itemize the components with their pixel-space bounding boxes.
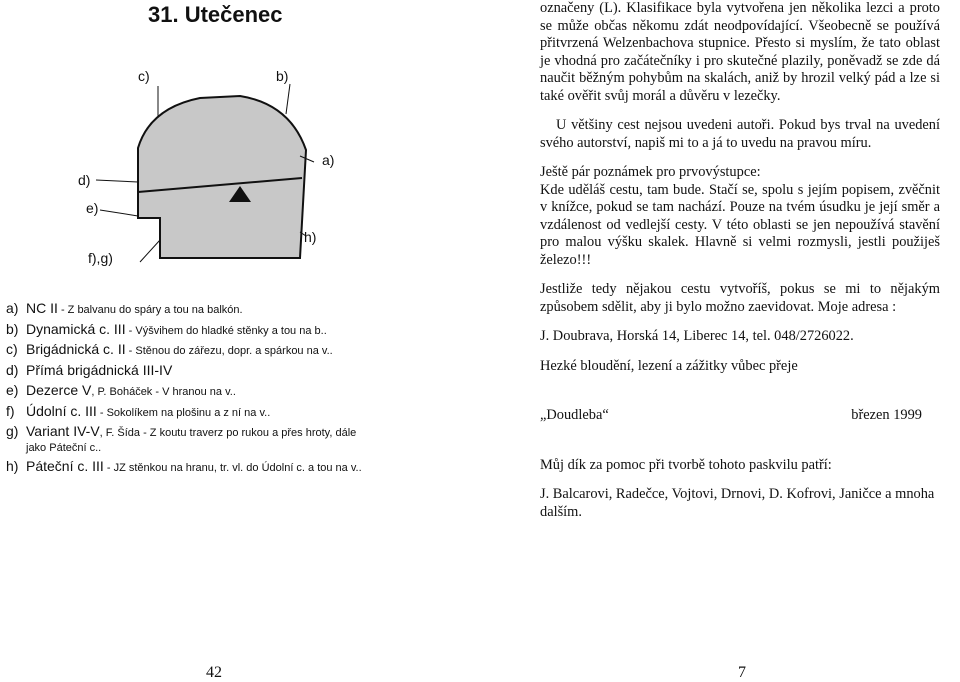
route-desc-continuation: jako Páteční c.. [26,441,102,454]
thanks-names: J. Balcarovi, Radečce, Vojtovi, Drnovi, D. Kofrovi, Janičce a mnoha dalším. [540,486,935,520]
topo-label-c: c) [138,68,150,84]
main-text [540,0,940,529]
route-name: Dynamická c. III [26,320,126,337]
route-name: NC II [26,300,58,316]
right-page [480,0,960,682]
route-desc: - JZ stěnkou na hranu, tr. vl. do Údolní c. a tou na v.. [103,461,362,474]
route-desc: - Výšvihem do hladké stěnky a tou na b.. [125,324,327,337]
paragraph-notes: Kde uděláš cestu, tam bude. Stačí se, spolu s jejím popisem, zvěčnit v knížce, pokud se tam nachází. Pouze na tvém úsudku je její směr a vzdálenost od vedlejší cesty. V této oblasti se jen nepoužívá stavění pro malou výšku skalek. Hlavně si velmi rozmysli, jestli použiješ železo!!! [540,181,940,268]
route-line-fg [140,240,160,262]
topo-label-h: h) [304,229,317,245]
legend-row: f) Údolní c. III - Sokolíkem na plošinu a z ní na v.. [6,402,271,419]
legend-row: b) Dynamická c. III - Výšvihem do hladké stěnky a tou na b.. [6,320,327,337]
topo-label-a: a) [322,152,335,168]
route-desc: , F. Šída - Z koutu traverz po rukou a přes hroty, dále [99,427,357,439]
route-desc: - Stěnou do zářezu, dopr. a spárkou na v.. [125,345,333,357]
legend-row: g) Variant IV-V, F. Šída - Z koutu traverz po rukou a přes hroty, dále [6,423,357,439]
route-line-b [286,84,290,114]
paragraph-contact: Jestliže tedy nějakou cestu vytvoříš, pokus se mi to nějakým způsobem sdělit, aby ji bylo možno zaevidovat. Moje adresa : [540,281,940,315]
paragraph-authors: U většiny cest nejsou uvedeni autoři. Pokud bys trval na uvedení svého autorství, napiš mi to a já to uvedu na pravou míru. [540,117,940,151]
route-desc: - Z balvanu do spáry a tou na balkón. [57,304,243,316]
rock-outline [138,96,306,258]
route-desc: , P. Boháček - V hranou na v.. [91,386,236,398]
page-number-left: 42 [206,664,222,681]
legend-row: d) Přímá brigádnická III-IV [6,361,173,378]
paragraph-notes-heading: Ještě pár poznámek pro prvovýstupce: [540,164,761,180]
wish-line: Hezké bloudění, lezení a zážitky vůbec přeje [540,357,798,374]
legend-row: c) Brigádnická c. II - Stěnou do zářezu, dopr. a spárkou na v.. [6,341,333,357]
legend-row: e) Dezerce V, P. Boháček - V hranou na v.. [6,382,236,398]
date: březen 1999 [851,407,922,423]
route-desc: - Sokolíkem na plošinu a z ní na v.. [96,406,271,419]
paragraph-classification: označeny (L). Klasifikace byla vytvořena jen několika lezci a proto se může občas někomu zdát neodpovídající. Všeobecně se používá přitvrzená Welzenbachova stupnice. Přesto si myslím, že tato oblast je vhodná pro začátečníky i pro skutečné plazily, poněvadž se zde dá naučit běžným pohybům na skalách, aniž by hrozil velký pád a lze si také ověřit svůj morál a důvěru v lezečky. [540,0,940,104]
topo-label-b: b) [276,68,289,84]
legend-row: a) NC II - Z balvanu do spáry a tou na balkón. [6,300,243,316]
route-line-d [96,180,138,182]
legend-row: h) Páteční c. III - JZ stěnkou na hranu, tr. vl. do Údolní c. a tou na v.. [6,457,362,474]
route-line-e [100,210,138,216]
page-title: 31. Utečenec [148,2,283,27]
signature: „Doudleba“ [540,407,609,423]
route-name: Přímá brigádnická III-IV [26,361,173,378]
route-name: Dezerce V [26,382,92,398]
route-name: Údolní c. III [26,402,97,419]
topo-label-e: e) [86,200,99,216]
thanks-line: Můj dík za pomoc při tvorbě tohoto paskvilu patří: [540,456,832,473]
address: J. Doubrava, Horská 14, Liberec 14, tel. 048/2726022. [540,328,854,344]
rock-topo-diagram [0,0,480,300]
page-number-right: 7 [738,664,746,681]
route-name: Brigádnická c. II [26,341,126,357]
signature-row [540,407,940,425]
topo-label-d: d) [78,172,91,188]
route-name: Variant IV-V [26,423,100,439]
route-name: Páteční c. III [26,457,104,474]
route-legend [6,299,426,477]
topo-label-fg: f),g) [88,250,113,266]
